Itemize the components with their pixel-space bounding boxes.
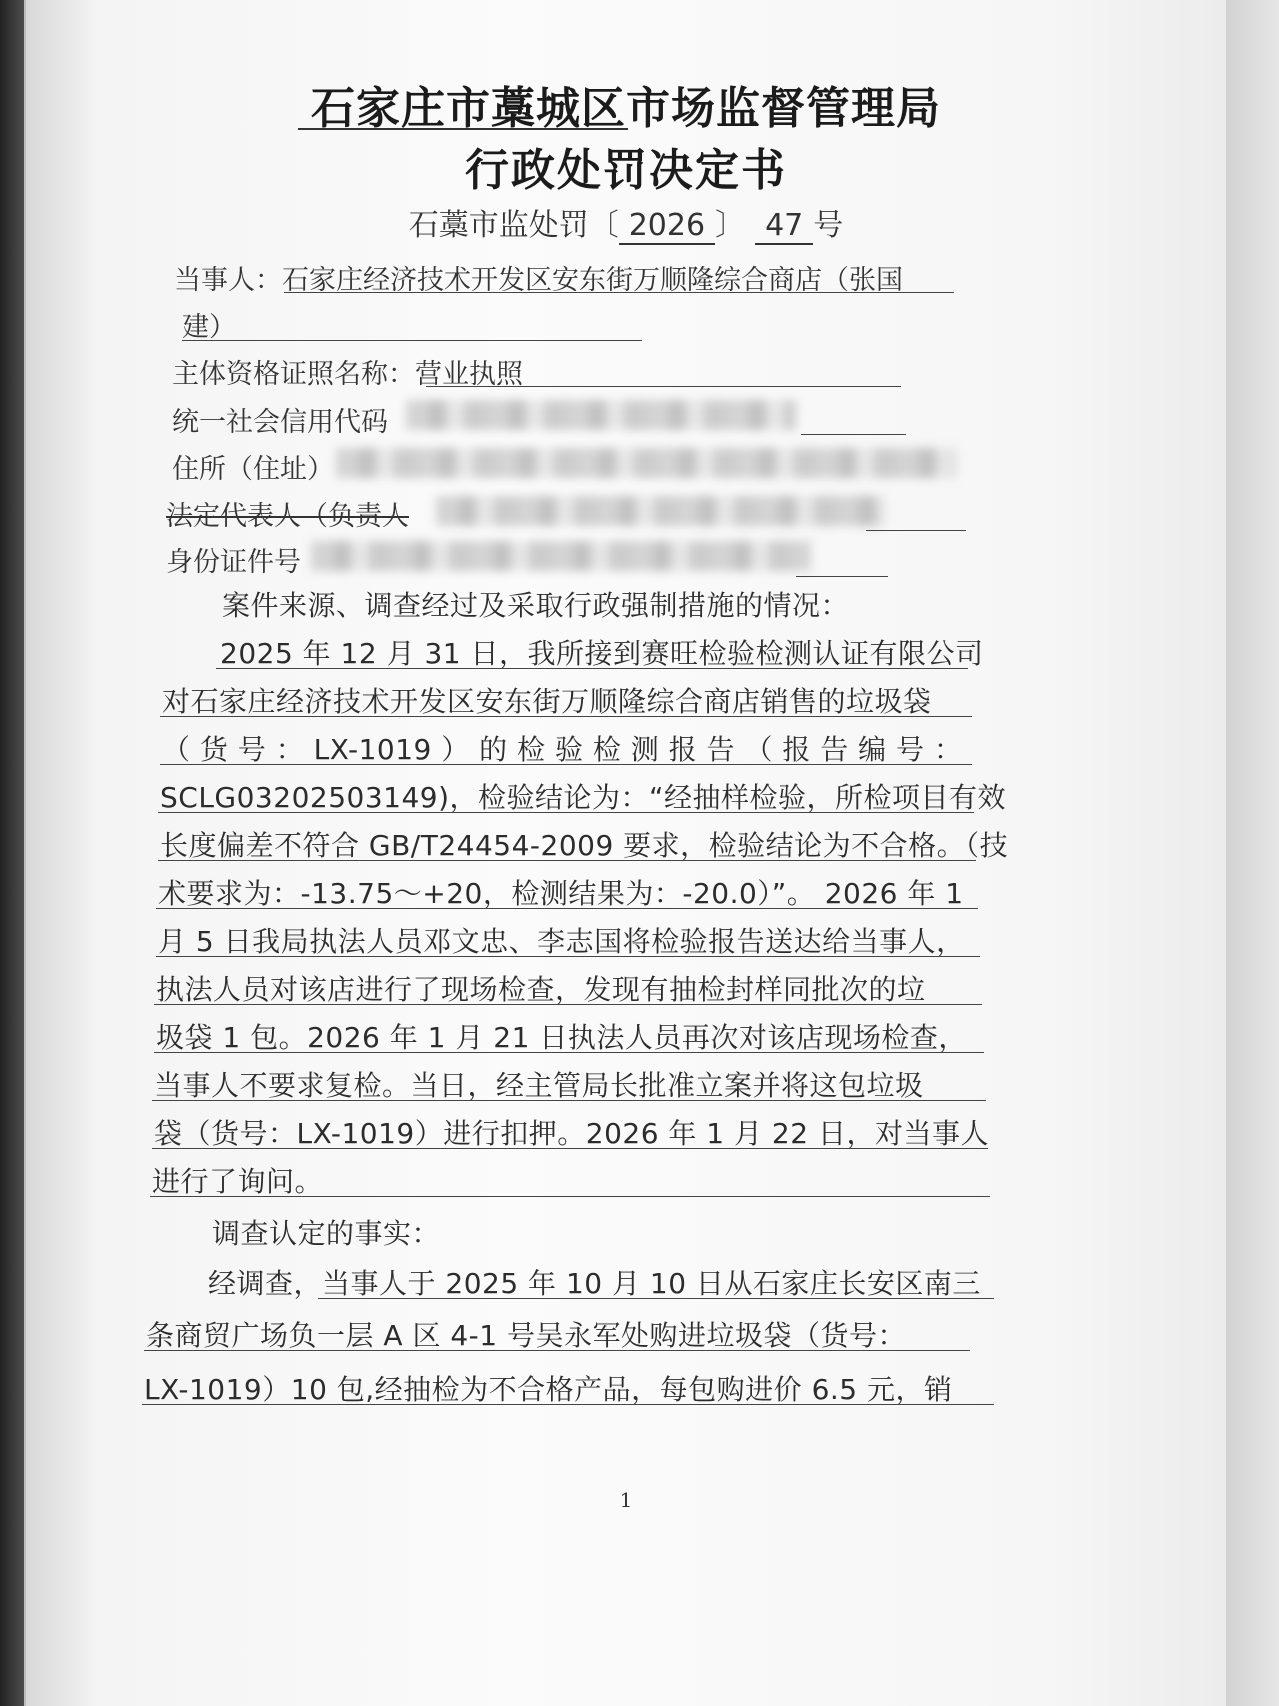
redacted-legal-rep [436, 496, 886, 526]
cert-value: 营业执照 [415, 359, 523, 390]
party-underline-2 [182, 340, 642, 341]
id-label: 身份证件号 [166, 547, 301, 578]
docno-suffix: 号 [813, 208, 844, 243]
section1-underline [152, 1148, 988, 1149]
redacted-id-number [311, 541, 811, 571]
section1-underline [160, 764, 972, 765]
legal-label: 法定代表人 [166, 501, 301, 532]
document-number [26, 200, 1226, 244]
section1-line: （ 货 号 ： LX-1019 ） 的 检 验 检 测 报 告 （ 报 告 编 号 ： [162, 733, 963, 766]
redacted-credit-code [406, 400, 796, 430]
docno-num: 47 [755, 208, 813, 245]
section1-underline [158, 860, 976, 861]
section1-line: 对石家庄经济技术开发区安东街万顺隆综合商店销售的垃圾袋 [162, 685, 932, 718]
section1-underline [160, 716, 972, 717]
document-title-line1: 石家庄市藁城区市场监督管理局 [311, 83, 941, 134]
section1-heading: 案件来源、调查经过及采取行政强制措施的情况： [222, 589, 850, 622]
section1-underline [152, 1100, 986, 1101]
section2-underline [318, 1298, 994, 1299]
document-title-line2: 行政处罚决定书 [465, 145, 787, 196]
section1-underline [154, 1052, 984, 1053]
title-underline [298, 128, 628, 130]
cert-underline [426, 386, 901, 387]
section1-line: 圾袋 1 包。2026 年 1 月 21 日执法人员再次对该店现场检查， [156, 1021, 967, 1054]
section2-underline [142, 1404, 994, 1405]
docno-mid: 〕 [715, 208, 746, 243]
legal-label-2: （负责人 [301, 501, 409, 532]
credit-underline [801, 434, 906, 435]
redacted-address [336, 448, 956, 478]
section1-line: 当事人不要求复检。当日，经主管局长批准立案并将这包垃圾 [154, 1069, 924, 1102]
section2-underline [144, 1350, 970, 1351]
section1-underline [156, 956, 980, 957]
section1-line: 进行了询问。 [152, 1165, 324, 1198]
section1-line: SCLG03202503149)，检验结论为：“经抽样检验，所检项目有效 [160, 781, 1007, 814]
section2-heading: 调查认定的事实： [212, 1217, 441, 1250]
section1-line: 术要求为：-13.75～+20，检测结果为：-20.0）”。 2026 年 1 [158, 877, 964, 910]
section1-line: 月 5 日我局执法人员邓文忠、李志国将检验报告送达给当事人， [158, 925, 965, 958]
docno-prefix: 石藁市监处罚〔 [408, 208, 619, 243]
party-label: 当事人： [174, 265, 282, 296]
section1-underline [158, 812, 974, 813]
document-content [26, 0, 1226, 1706]
legal-label-line [166, 494, 409, 533]
section2-line: 条商贸广场负一层 A 区 4-1 号吴永军处购进垃圾袋（货号： [146, 1319, 906, 1352]
legal-underline [866, 530, 966, 531]
id-underline [796, 576, 888, 577]
section1-underline [150, 1196, 990, 1197]
docno-year: 2026 [619, 208, 715, 245]
section1-underline [154, 1004, 982, 1005]
address-label: 住所（住址） [172, 454, 334, 485]
section1-underline [216, 668, 968, 669]
section1-underline [156, 908, 978, 909]
page-number: 1 [619, 1488, 633, 1512]
section1-line: 执法人员对该店进行了现场检查，发现有抽检封样同批次的垃 [156, 973, 926, 1006]
section1-line: 长度偏差不符合 GB/T24454-2009 要求，检验结论为不合格。（技 [160, 829, 1009, 862]
party-name-line2: 建） [182, 312, 236, 343]
stacked-pages-edge [1219, 0, 1279, 1706]
section2-line: LX-1019）10 包,经抽检为不合格产品，每包购进价 6.5 元，销 [144, 1373, 953, 1406]
section1-line: 2025 年 12 月 31 日，我所接到赛旺检验检测认证有限公司 [220, 637, 984, 670]
party-name-line1: 石家庄经济技术开发区安东街万顺隆综合商店（张国 [282, 265, 903, 296]
credit-label: 统一社会信用代码 [172, 407, 388, 438]
section1-line: 袋（货号：LX-1019）进行扣押。2026 年 1 月 22 日，对当事人 [154, 1117, 989, 1150]
party-underline-1 [284, 292, 954, 293]
cert-label: 主体资格证照名称： [172, 359, 415, 390]
section2-line: 经调查，当事人于 2025 年 10 月 10 日从石家庄长安区南三 [208, 1267, 981, 1300]
document-page [24, 0, 1226, 1706]
